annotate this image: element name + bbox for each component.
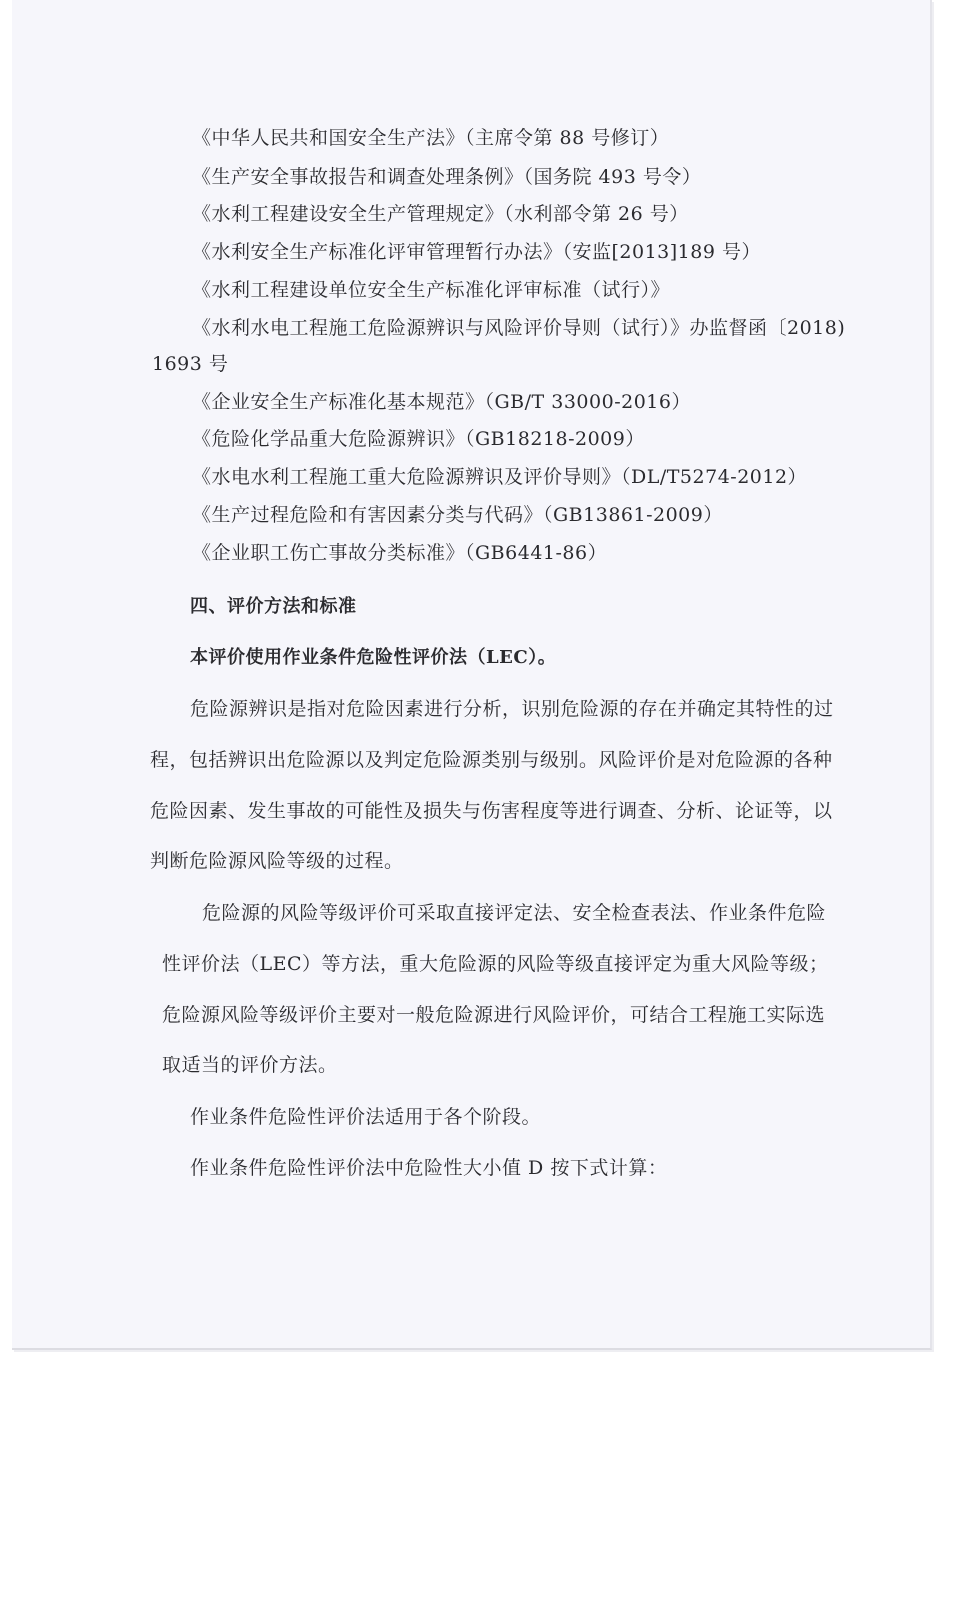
reference-6: 《水利水电工程施工危险源辨识与风险评价导则（试行）》办监督函〔2018) (192, 317, 846, 339)
paragraph2-line4: 取适当的评价方法。 (162, 1054, 338, 1076)
reference-11: 《企业职工伤亡事故分类标准》（GB6441-86） (192, 542, 608, 564)
formula-intro: 作业条件危险性评价法中危险性大小值 D 按下式计算： (190, 1157, 668, 1179)
applicability-statement: 作业条件危险性评价法适用于各个阶段。 (190, 1106, 542, 1128)
method-statement: 本评价使用作业条件危险性评价法（LEC）。 (190, 647, 557, 668)
reference-1: 《中华人民共和国安全生产法》（主席令第 88 号修订） (192, 127, 670, 149)
paragraph1-line4: 判断危险源风险等级的过程。 (150, 850, 404, 872)
reference-3: 《水利工程建设安全生产管理规定》（水利部令第 26 号） (192, 203, 689, 225)
reference-10: 《生产过程危险和有害因素分类与代码》（GB13861-2009） (192, 504, 723, 526)
paragraph1-line1: 危险源辨识是指对危险因素进行分析，识别危险源的存在并确定其特性的过 (190, 698, 834, 720)
reference-9: 《水电水利工程施工重大危险源辨识及评价导则》（DL/T5274-2012） (192, 466, 808, 488)
reference-7: 《企业安全生产标准化基本规范》（GB/T 33000-2016） (192, 391, 691, 413)
reference-4: 《水利安全生产标准化评审管理暂行办法》（安监[2013]189 号） (192, 241, 761, 263)
reference-5: 《水利工程建设单位安全生产标准化评审标准（试行）》 (192, 279, 671, 301)
reference-8: 《危险化学品重大危险源辨识》（GB18218-2009） (192, 428, 645, 450)
paragraph2-line3: 危险源风险等级评价主要对一般危险源进行风险评价，可结合工程施工实际选 (162, 1004, 826, 1026)
paragraph1-line3: 危险因素、发生事故的可能性及损失与伤害程度等进行调查、分析、论证等，以 (150, 800, 833, 822)
reference-6-continuation: 1693 号 (152, 353, 229, 375)
paragraph2-line1: 危险源的风险等级评价可采取直接评定法、安全检查表法、作业条件危险 (202, 902, 827, 924)
paragraph2-line2: 性评价法（LEC）等方法，重大危险源的风险等级直接评定为重大风险等级； (162, 953, 829, 975)
document-page (12, 0, 932, 1350)
paragraph1-line2: 程，包括辨识出危险源以及判定危险源类别与级别。风险评价是对危险源的各种 (150, 749, 833, 771)
reference-2: 《生产安全事故报告和调查处理条例》（国务院 493 号令） (192, 166, 702, 188)
section-heading: 四、评价方法和标准 (190, 596, 357, 617)
